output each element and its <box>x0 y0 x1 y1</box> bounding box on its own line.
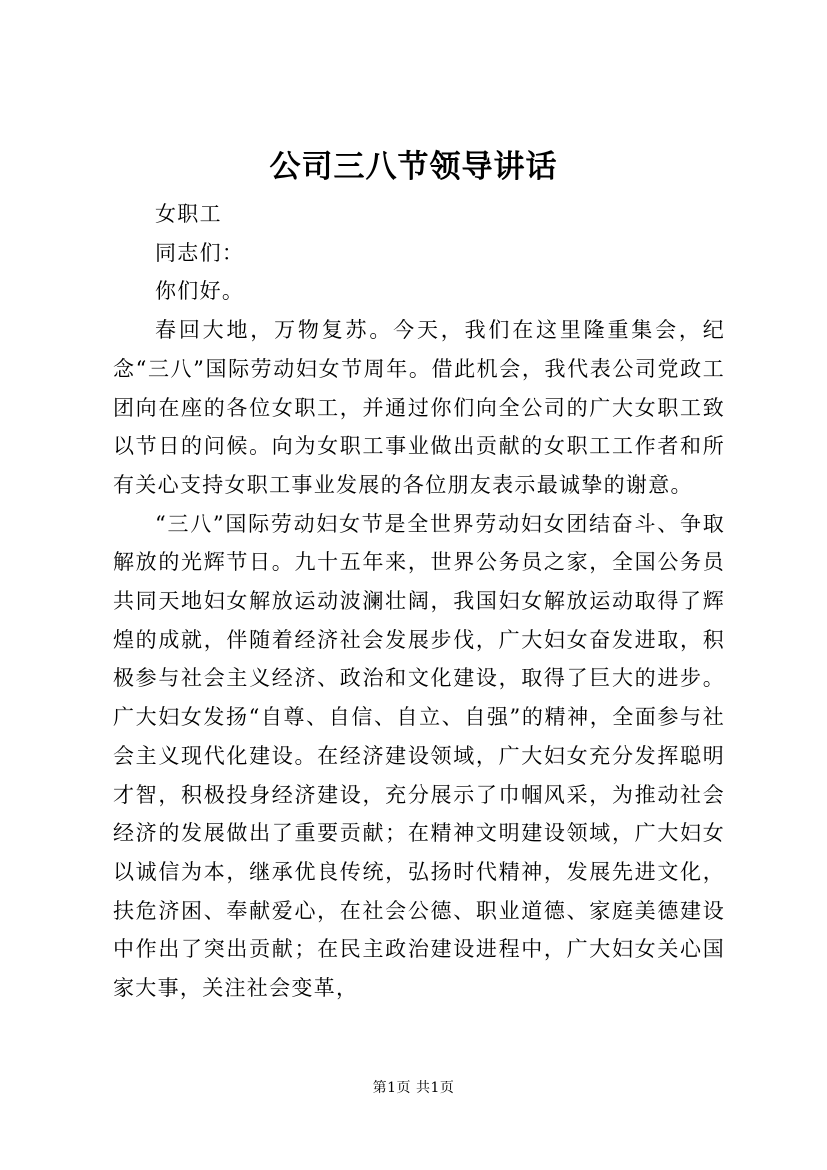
page-footer: 第1页 共1页 <box>372 1080 455 1096</box>
salutation-line: 女职工 <box>155 202 222 226</box>
document-title: 公司三八节领导讲话 <box>269 149 558 185</box>
greeting-hello: 你们好。 <box>155 279 245 304</box>
paragraph-opening: 春回大地，万物复苏。今天，我们在这里隆重集会，纪念“三八”国际劳动妇女节周年。借此机会，我代表公司党政工团向在座的各位女职工，并通过你们向全公司的广大女职工致以节日的问候。向为女职工事业做出贡献的女职工工作者和所有关心支持女职工事业发展的各位朋友表示最诚挚的谢意。 <box>113 318 725 497</box>
greeting-comrades: 同志们： <box>155 240 245 265</box>
document-body <box>113 195 725 1008</box>
paragraph-holiday-history: “三八”国际劳动妇女节是全世界劳动妇女团结奋斗、争取解放的光辉节日。九十五年来，世界公务员之家，全国公务员共同天地妇女解放运动波澜壮阔，我国妇女解放运动取得了辉煌的成就，伴随着经济社会发展步伐，广大妇女奋发进取，积极参与社会主义经济、政治和文化建设，取得了巨大的进步。广大妇女发扬“自尊、自信、自立、自强”的精神，全面参与社会主义现代化建设。在经济建设领域，广大妇女充分发挥聪明才智，积极投身经济建设，充分展示了巾帼风采，为推动社会经济的发展做出了重要贡献；在精神文明建设领域，广大妇女以诚信为本，继承优良传统，弘扬时代精神，发展先进文化，扶危济困、奉献爱心，在社会公德、职业道德、家庭美德建设中作出了突出贡献；在民主政治建设进程中，广大妇女关心国家大事，关注社会变革， <box>113 511 725 1001</box>
